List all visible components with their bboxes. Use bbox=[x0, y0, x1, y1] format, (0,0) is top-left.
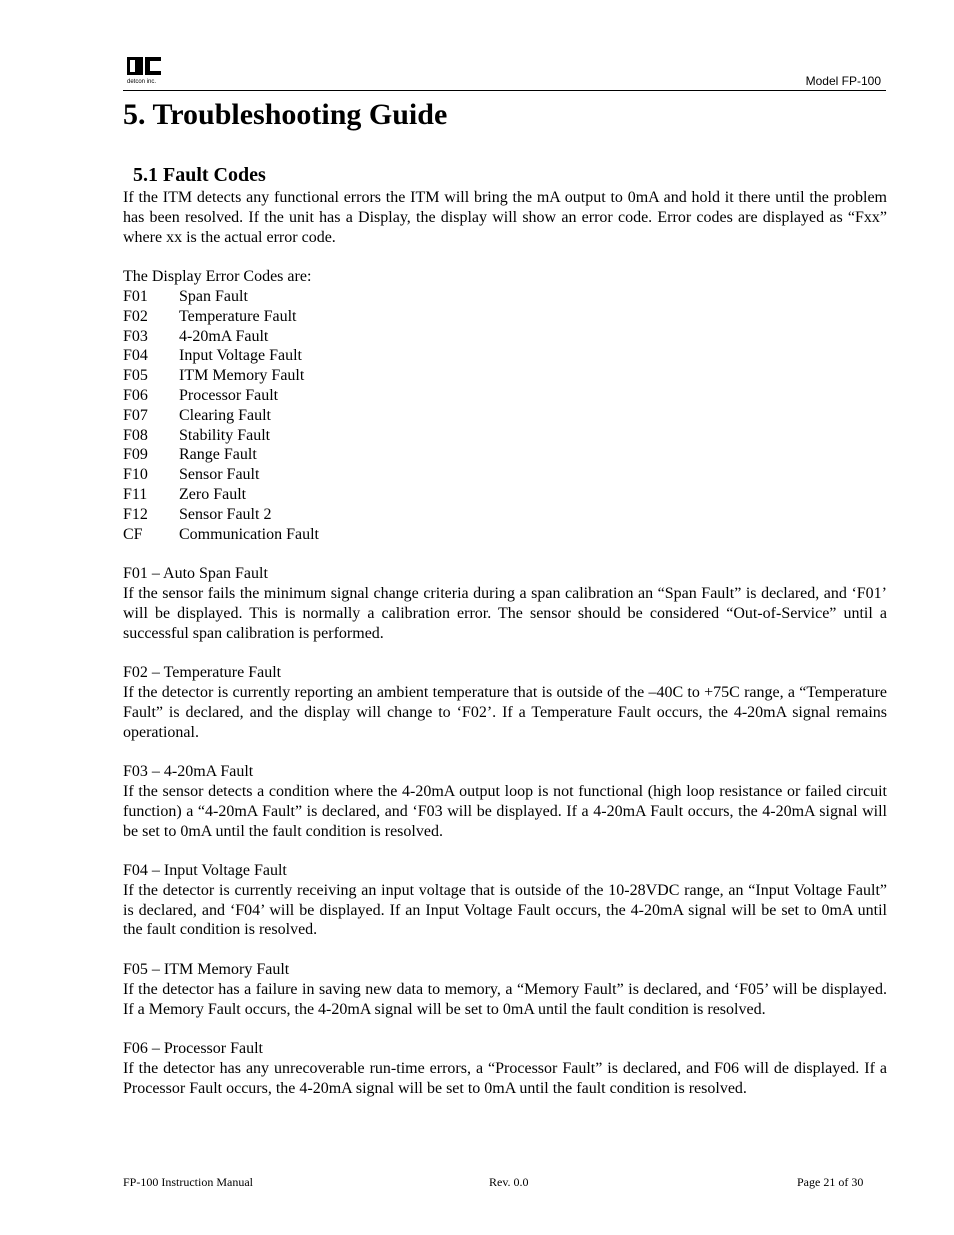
code: F10 bbox=[123, 466, 148, 484]
code-row bbox=[123, 366, 887, 386]
fault-title-f05: F05 – ITM Memory Fault bbox=[123, 961, 290, 979]
code-name: Sensor Fault bbox=[179, 466, 260, 484]
code: F07 bbox=[123, 406, 148, 424]
code: F04 bbox=[123, 347, 148, 365]
code-name: Stability Fault bbox=[179, 426, 271, 444]
code-row bbox=[123, 465, 887, 485]
page-title: 5. Troubleshooting Guide bbox=[123, 98, 448, 131]
code: F08 bbox=[123, 426, 148, 444]
model-label: Model FP-100 bbox=[805, 74, 881, 88]
fault-text-f02: If the detector is currently reporting an ambient temperature that is outside of the –40C to +75C range, a “Temperature Fault” is declared, and the display will change to ‘F02’. If a Temperature Fault occurs, the 4-20mA signal remains operational. bbox=[123, 683, 887, 741]
code-name: Range Fault bbox=[179, 446, 257, 464]
code-name: Zero Fault bbox=[179, 485, 247, 503]
fault-text-f05: If the detector has a failure in saving new data to memory, a “Memory Fault” is declared, and ‘F05’ will be displayed. If a Memory Fault occurs, the 4-20mA signal will be set to 0mA until the fault condition is resolved. bbox=[123, 980, 887, 1018]
code: F03 bbox=[123, 327, 148, 345]
code-name: Processor Fault bbox=[179, 386, 279, 404]
footer-page-number: Page 21 of 30 bbox=[797, 1175, 864, 1189]
code: F09 bbox=[123, 446, 148, 464]
code-row bbox=[123, 307, 887, 327]
code: F01 bbox=[123, 287, 148, 305]
code-row bbox=[123, 505, 887, 525]
code-row bbox=[123, 287, 887, 307]
code: F12 bbox=[123, 505, 148, 523]
section-heading: 5.1 Fault Codes bbox=[133, 164, 266, 186]
code-name: Sensor Fault 2 bbox=[179, 505, 272, 523]
fault-title-f02: F02 – Temperature Fault bbox=[123, 664, 282, 682]
code-name: Input Voltage Fault bbox=[179, 347, 302, 365]
header-rule bbox=[123, 90, 886, 91]
code-row bbox=[123, 445, 887, 465]
code-row bbox=[123, 346, 887, 366]
fault-title-f01: F01 – Auto Span Fault bbox=[123, 565, 268, 583]
code: F11 bbox=[123, 485, 148, 503]
fault-text-f03: If the sensor detects a condition where the 4-20mA output loop is not functional (high loop resistance or failed circuit function) a “4-20mA Fault” is declared, and ‘F03 will be displayed. If a 4-20mA Fault occurs, the 4-20mA signal will be set to 0mA until the fault condition is resolved. bbox=[123, 782, 887, 840]
code-name: Temperature Fault bbox=[179, 307, 297, 325]
code-name: Span Fault bbox=[179, 287, 248, 305]
footer-manual-title: FP-100 Instruction Manual bbox=[123, 1175, 253, 1189]
code-row bbox=[123, 406, 887, 426]
code-name: Communication Fault bbox=[179, 525, 319, 543]
fault-text-f04: If the detector is currently receiving an input voltage that is outside of the 10-28VDC range, an “Input Voltage Fault” is declared, and ‘F04’ will be displayed. If an Input Voltage Fault occurs, the 4-20mA signal will be set to 0mA until the fault condition is resolved. bbox=[123, 881, 887, 939]
detcon-logo bbox=[125, 55, 167, 85]
code-row bbox=[123, 525, 887, 545]
footer-revision: Rev. 0.0 bbox=[489, 1175, 529, 1189]
codes-label: The Display Error Codes are: bbox=[123, 268, 312, 286]
code-name: ITM Memory Fault bbox=[179, 367, 305, 385]
code-row bbox=[123, 485, 887, 505]
code: F06 bbox=[123, 386, 148, 404]
code-name: Clearing Fault bbox=[179, 406, 271, 424]
code-name: 4-20mA Fault bbox=[179, 327, 269, 345]
code-row bbox=[123, 426, 887, 446]
fault-title-f03: F03 – 4-20mA Fault bbox=[123, 763, 254, 781]
svg-text:detcon inc.: detcon inc. bbox=[127, 79, 157, 85]
fault-text-f01: If the sensor fails the minimum signal change criteria during a span calibration an “Span Fault” is declared, and ‘F01’ will be displayed. This is normally a calibration error. The sensor should be considered “Out-of-Service” until a successful span calibration is performed. bbox=[123, 584, 887, 642]
code: F05 bbox=[123, 367, 148, 385]
code-row bbox=[123, 386, 887, 406]
code: F02 bbox=[123, 307, 148, 325]
intro-paragraph: If the ITM detects any functional errors the ITM will bring the mA output to 0mA and hold it there until the problem has been resolved. If the unit has a Display, the display will show an error code. Error codes are displayed as “Fxx” where xx is the actual error code. bbox=[123, 189, 887, 246]
code: CF bbox=[123, 525, 143, 543]
fault-text-f06: If the detector has any unrecoverable run-time errors, a “Processor Fault” is declared, and F06 will de displayed. If a Processor Fault occurs, the 4-20mA signal will be set to 0mA until the fault condition is resolved. bbox=[123, 1060, 887, 1097]
fault-title-f06: F06 – Processor Fault bbox=[123, 1040, 263, 1058]
fault-title-f04: F04 – Input Voltage Fault bbox=[123, 862, 287, 880]
code-row bbox=[123, 327, 887, 347]
main-content bbox=[123, 188, 887, 1099]
